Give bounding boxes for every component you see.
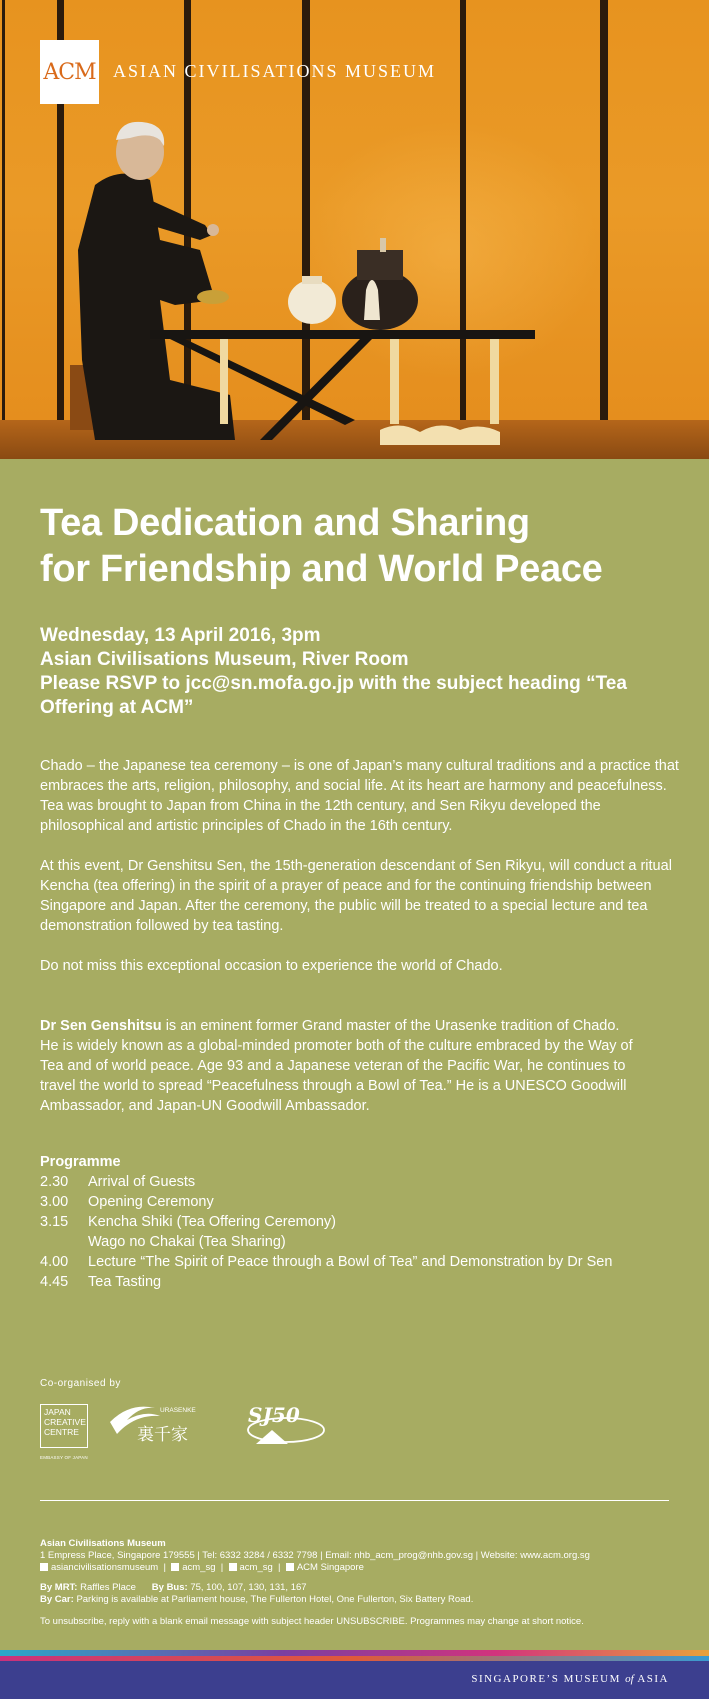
footer-transport	[40, 1582, 680, 1594]
acm-logo-text: ACM	[43, 59, 96, 85]
kettle-top	[357, 250, 403, 280]
urasenke-kanji: 裏千家	[137, 1425, 188, 1445]
bio-text: is an eminent former Grand master of the Urasenke tradition of Chado. He is widely known as a global-minded promoter both of the culture embraced by the Way of Tea and of world peace. Age 93 and a Japanese veteran of the Pacific War, he continues to travel the world to spread “Peacefulness through a Bowl of Tea.” He is a UNESCO Goodwill Ambassador, and Japan-UN Goodwill Ambassador.	[40, 1018, 633, 1114]
programme-time: 3.15	[40, 1214, 69, 1230]
mrt-label: By MRT:	[40, 1582, 78, 1593]
programme-desc: Wago no Chakai (Tea Sharing)	[88, 1234, 286, 1250]
acm-logo[interactable]	[40, 40, 99, 104]
urasenke-label: URASENKE	[160, 1407, 196, 1414]
programme-row	[40, 1232, 680, 1252]
twitter-link[interactable]: acm_sg	[239, 1562, 273, 1573]
mrt-value: Raffles Place	[80, 1582, 136, 1593]
jcc-logo-line: CENTRE	[44, 1427, 79, 1437]
tea-master-arm	[150, 200, 212, 240]
programme-desc: Kencha Shiki (Tea Offering Ceremony)	[88, 1214, 336, 1230]
tea-table-top	[150, 330, 535, 339]
event-title-line: Tea Dedication and Sharing	[40, 502, 530, 544]
sj50-logo[interactable]	[244, 1402, 329, 1452]
event-title-line: for Friendship and World Peace	[40, 548, 603, 590]
tea-table-post	[490, 339, 499, 424]
programme-row	[40, 1212, 680, 1232]
event-rsvp-cont: Offering at ACM”	[40, 697, 194, 718]
jcc-logo-sub: EMBASSY OF JAPAN	[40, 1455, 88, 1460]
sj50-label: SJ50	[248, 1403, 300, 1427]
bio-name: Dr Sen Genshitsu	[40, 1018, 162, 1034]
hero-photo	[0, 0, 709, 459]
museum-name: ASIAN CIVILISATIONS MUSEUM	[113, 61, 437, 81]
tagline-part: ASIA	[633, 1673, 669, 1685]
linkedin-icon[interactable]	[286, 1563, 294, 1571]
programme-desc: Tea Tasting	[88, 1274, 162, 1290]
event-details	[40, 624, 680, 720]
footer-social: asiancivilisationsmuseum | acm_sg | acm_sg | ACM Singapore	[40, 1562, 680, 1574]
car-label: By Car:	[40, 1594, 74, 1605]
programme	[40, 1152, 680, 1292]
tea-caddy	[288, 280, 336, 324]
intro-paragraph: Chado – the Japanese tea ceremony – is one of Japan’s many cultural traditions and a practice that embraces the arts, religion, philosophy, and social life. At its heart are harmony and peacefulness. Tea was brought to Japan from China in the 12th century, and Sen Rikyu developed the philosophical and artistic principles of Chado in the 16th century.	[40, 758, 679, 834]
programme-time: 3.00	[40, 1194, 69, 1210]
tea-bowl	[197, 290, 229, 304]
bus-value: 75, 100, 107, 130, 131, 167	[190, 1582, 307, 1593]
closing-paragraph: Do not miss this exceptional occasion to experience the world of Chado.	[40, 958, 503, 974]
bio-paragraph	[40, 1016, 640, 1116]
event-content	[40, 500, 680, 1292]
programme-heading: Programme	[40, 1154, 121, 1170]
footer-museum-name: Asian Civilisations Museum	[40, 1538, 166, 1549]
linkedin-link[interactable]: ACM Singapore	[296, 1562, 364, 1573]
programme-desc: Arrival of Guests	[88, 1174, 196, 1190]
tagline-part: SINGAPORE’S MUSEUM	[471, 1673, 626, 1685]
tagline	[471, 1673, 669, 1685]
bus-label: By Bus:	[151, 1582, 188, 1593]
programme-row	[40, 1172, 680, 1192]
programme-row	[40, 1272, 680, 1292]
instagram-link[interactable]: acm_sg	[182, 1562, 216, 1573]
twitter-icon[interactable]	[229, 1563, 237, 1571]
event-rsvp: Please RSVP to jcc@sn.mofa.go.jp with the subject heading “Tea	[40, 673, 627, 694]
sj50-mountain	[256, 1430, 288, 1444]
tea-master-hand	[207, 224, 219, 236]
programme-desc: Opening Ceremony	[88, 1194, 214, 1210]
jcc-logo-line: CREATIVE	[44, 1417, 86, 1427]
programme-time: 4.00	[40, 1254, 69, 1270]
urasenke-logo[interactable]	[105, 1400, 205, 1450]
programme-desc: Lecture “The Spirit of Peace through a Bowl of Tea” and Demonstration by Dr Sen	[88, 1254, 613, 1270]
footer-contact: 1 Empress Place, Singapore 179555 | Tel: 6332 3284 / 6332 7798 | Email: nhb_acm_prog@nhb.gov.sg | Website: www.acm.org.sg	[40, 1550, 590, 1561]
facebook-link[interactable]: asiancivilisationsmuseum	[51, 1562, 159, 1573]
programme-row	[40, 1192, 680, 1212]
tea-table-post	[390, 339, 399, 424]
event-title	[40, 500, 680, 592]
bottom-band	[0, 1661, 709, 1699]
divider	[40, 1500, 669, 1501]
programme-time: 2.30	[40, 1174, 69, 1190]
jcc-logo-line: JAPAN	[44, 1407, 71, 1417]
coorganised-label: Co-organised by	[40, 1378, 121, 1389]
facebook-icon[interactable]	[40, 1563, 48, 1571]
footer	[40, 1538, 680, 1628]
event-date: Wednesday, 13 April 2016, 3pm	[40, 625, 321, 646]
tea-caddy-lid	[302, 276, 322, 284]
footer-unsubscribe: To unsubscribe, reply with a blank email message with subject header UNSUBSCRIBE. Programmes may change at short notice.	[40, 1616, 584, 1627]
programme-time	[40, 1232, 88, 1252]
programme-time: 4.45	[40, 1274, 69, 1290]
footer-car	[40, 1594, 680, 1606]
instagram-icon[interactable]	[171, 1563, 179, 1571]
event-venue: Asian Civilisations Museum, River Room	[40, 649, 409, 670]
kettle-handle	[380, 238, 386, 252]
programme-row	[40, 1252, 680, 1272]
floor-pattern	[380, 425, 500, 445]
tagline-of: of	[625, 1673, 634, 1685]
car-value: Parking is available at Parliament house, The Fullerton Hotel, One Fullerton, Six Battery Road.	[76, 1594, 474, 1605]
tea-table-post	[220, 339, 228, 424]
jcc-logo[interactable]	[40, 1404, 88, 1448]
event-paragraph: At this event, Dr Genshitsu Sen, the 15th-generation descendant of Sen Rikyu, will conduct a ritual Kencha (tea offering) in the spirit of a prayer of peace and for the continuing friendship between Singapore and Japan. After the ceremony, the public will be treated to a special lecture and tea demonstration followed by tea tasting.	[40, 858, 672, 934]
